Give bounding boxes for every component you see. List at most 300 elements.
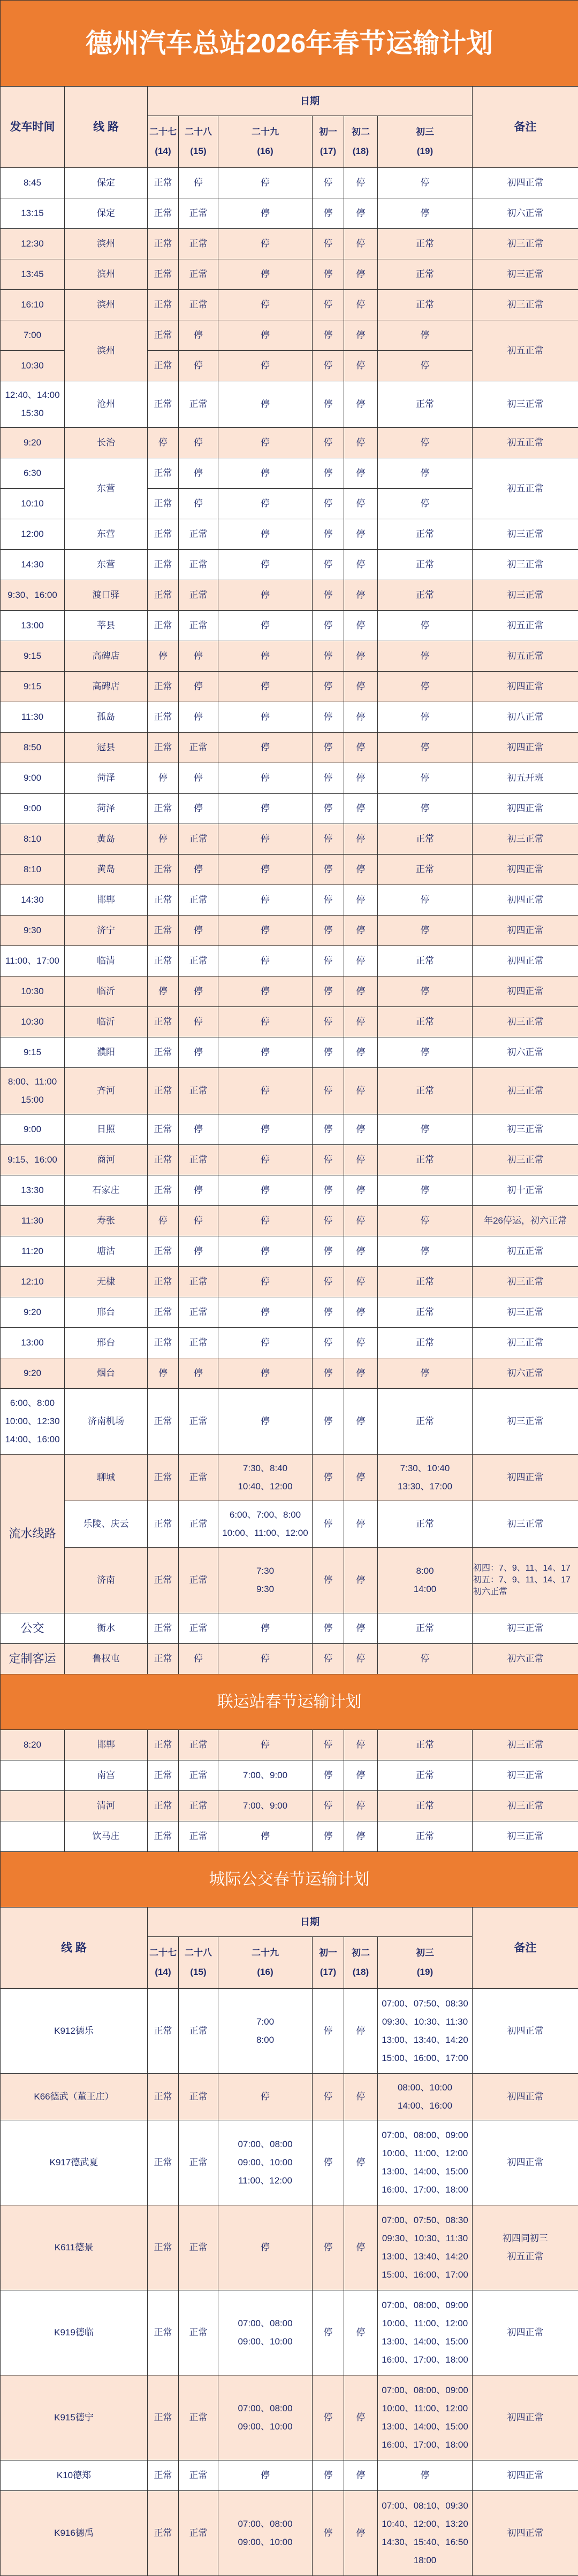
table-row xyxy=(1,794,578,824)
header-time-cell xyxy=(1,87,65,168)
day-cell xyxy=(378,1007,473,1037)
day-text: 停 xyxy=(345,1206,377,1236)
time-cell xyxy=(1,824,65,855)
day-text: 正常 xyxy=(148,1007,178,1037)
note-text: 初四：7、9、11、14、17 初五：7、9、11、14、17 初六正常 xyxy=(473,1548,577,1613)
time-cell xyxy=(1,1328,65,1358)
day-cell xyxy=(378,1358,473,1389)
day-text: 08:00、10:00 14:00、16:00 xyxy=(378,2074,471,2120)
day-cell xyxy=(148,885,179,916)
time-text: 9:30、16:00 xyxy=(1,580,64,610)
day-text: 停 xyxy=(219,1037,311,1067)
day-cell xyxy=(218,763,313,794)
time-text: 16:10 xyxy=(1,290,64,320)
day-cell xyxy=(148,1821,179,1852)
time-text: 定制客运 xyxy=(1,1644,64,1674)
time-text: 10:10 xyxy=(1,489,64,519)
route-text: 东营 xyxy=(65,550,147,580)
route-text: 临沂 xyxy=(65,1007,147,1037)
header-day-cell xyxy=(378,116,473,168)
time-cell xyxy=(1,229,65,259)
day-text: 停 xyxy=(219,519,311,549)
day-text: 停 xyxy=(219,916,311,945)
day-cell xyxy=(179,702,218,733)
day-cell xyxy=(218,1236,313,1267)
day-text: 正常 xyxy=(179,2074,217,2120)
table-row xyxy=(1,824,578,855)
day-cell xyxy=(344,1007,378,1037)
note-cell xyxy=(473,885,578,916)
day-text: 停 xyxy=(345,428,377,458)
day-text: 停 xyxy=(179,1037,217,1067)
day-text: 正常 xyxy=(148,259,178,289)
day-text: 停 xyxy=(345,794,377,824)
time-cell xyxy=(1,168,65,198)
day-cell xyxy=(179,1548,218,1613)
day-cell xyxy=(179,2074,218,2120)
day-text: 正常 xyxy=(378,1760,471,1790)
day-cell xyxy=(378,824,473,855)
day-text: 正常 xyxy=(179,1821,217,1851)
day-cell xyxy=(148,1114,179,1145)
day-text: 停 xyxy=(378,611,471,641)
day-cell xyxy=(179,641,218,672)
day-text: 正常 xyxy=(179,1145,217,1175)
day-cell xyxy=(344,580,378,611)
note-cell xyxy=(473,550,578,580)
route-text: 清河 xyxy=(65,1791,147,1821)
time-cell xyxy=(1,1791,65,1821)
day-cell xyxy=(179,198,218,229)
header-day: 初一 (17) xyxy=(313,116,343,167)
day-cell xyxy=(218,885,313,916)
day-text: 停 xyxy=(345,489,377,519)
note-text: 初五正常 xyxy=(473,611,577,641)
day-text: 停 xyxy=(219,1114,311,1144)
route-cell xyxy=(65,702,148,733)
day-text: 停 xyxy=(345,1068,377,1114)
note-cell xyxy=(473,763,578,794)
day-cell xyxy=(218,2074,313,2120)
day-text: 停 xyxy=(313,1548,343,1613)
day-text: 正常 xyxy=(378,229,471,259)
note-cell xyxy=(473,2120,578,2205)
table-row xyxy=(1,290,578,320)
day-cell xyxy=(344,290,378,320)
day-cell xyxy=(148,2491,179,2576)
route-text: 寿张 xyxy=(65,1206,147,1236)
header-day: 二十七 (14) xyxy=(148,1937,178,1988)
route-cell xyxy=(1,1989,148,2074)
day-cell xyxy=(218,1297,313,1328)
route-cell xyxy=(65,763,148,794)
day-cell xyxy=(218,489,313,519)
route-text: 滨州 xyxy=(65,229,147,259)
time-cell xyxy=(1,1145,65,1175)
header-time: 发车时间 xyxy=(1,102,64,153)
day-text: 正常 xyxy=(378,550,471,580)
route-cell xyxy=(65,229,148,259)
day-text: 正常 xyxy=(179,611,217,641)
route-text: 南宫 xyxy=(65,1760,147,1790)
day-cell xyxy=(313,198,344,229)
day-text: 停 xyxy=(313,1730,343,1760)
day-text: 正常 xyxy=(148,381,178,427)
time-text: 10:30 xyxy=(1,1007,64,1037)
day-text: 停 xyxy=(219,2074,311,2120)
route-cell xyxy=(65,198,148,229)
day-cell xyxy=(378,458,473,489)
day-text: 正常 xyxy=(179,519,217,549)
day-text: 停 xyxy=(179,489,217,519)
day-cell xyxy=(378,763,473,794)
day-cell xyxy=(179,855,218,885)
day-text: 停 xyxy=(313,1236,343,1266)
route-text: 黄岛 xyxy=(65,824,147,854)
day-text: 停 xyxy=(378,702,471,732)
day-cell xyxy=(313,1175,344,1206)
route-cell xyxy=(65,1297,148,1328)
table-row xyxy=(1,1501,578,1548)
time-text: 9:20 xyxy=(1,1297,64,1327)
table-row xyxy=(1,1114,578,1145)
day-cell xyxy=(344,1206,378,1236)
day-cell xyxy=(148,489,179,519)
day-cell xyxy=(218,1548,313,1613)
day-text: 停 xyxy=(378,733,471,763)
time-cell xyxy=(1,733,65,763)
day-text: 正常 xyxy=(148,290,178,320)
day-text: 停 xyxy=(378,976,471,1006)
note-text: 初五开班 xyxy=(473,763,577,793)
day-text: 停 xyxy=(179,1114,217,1144)
day-cell xyxy=(313,580,344,611)
note-text: 初八正常 xyxy=(473,702,577,732)
day-cell xyxy=(378,855,473,885)
day-cell xyxy=(179,320,218,351)
day-text: 停 xyxy=(378,794,471,824)
day-text: 正常 xyxy=(179,1455,217,1501)
day-cell xyxy=(218,1389,313,1455)
day-cell xyxy=(313,976,344,1007)
day-cell xyxy=(179,1297,218,1328)
time-text: 13:15 xyxy=(1,198,64,228)
route-cell xyxy=(1,2375,148,2460)
time-text: 9:00 xyxy=(1,794,64,824)
day-text: 7:00 8:00 xyxy=(219,1989,311,2073)
note-text: 初四正常 xyxy=(473,946,577,976)
day-text: 停 xyxy=(179,916,217,945)
day-cell xyxy=(148,1613,179,1644)
day-cell xyxy=(179,550,218,580)
day-cell xyxy=(344,428,378,458)
table-row xyxy=(1,946,578,976)
table-row xyxy=(1,2460,578,2491)
route-cell xyxy=(1,2074,148,2120)
day-text: 停 xyxy=(313,1989,343,2073)
route-cell xyxy=(65,1791,148,1821)
joint-section-title: 联运站春节运输计划 xyxy=(1,1674,577,1729)
note-cell xyxy=(473,458,578,519)
route-text: 临沂 xyxy=(65,976,147,1006)
day-cell xyxy=(148,2205,179,2290)
day-text: 07:00、07:50、08:30 09:30、10:30、11:30 13:00、13:40、14:20 15:00、16:00、17:00 xyxy=(378,2205,471,2290)
table-row xyxy=(1,2120,578,2205)
day-cell xyxy=(148,2375,179,2460)
time-text: 公交 xyxy=(1,1613,64,1643)
day-text: 停 xyxy=(378,641,471,671)
header-day-cell xyxy=(313,116,344,168)
day-text: 停 xyxy=(378,1175,471,1205)
table-row xyxy=(1,168,578,198)
time-cell xyxy=(1,290,65,320)
day-text: 正常 xyxy=(148,916,178,945)
note-text: 初六正常 xyxy=(473,1037,577,1067)
day-text: 停 xyxy=(313,320,343,350)
day-cell xyxy=(218,381,313,428)
time-text: 6:30 xyxy=(1,458,64,488)
time-text xyxy=(1,1791,64,1821)
day-cell xyxy=(179,1236,218,1267)
day-text: 正常 xyxy=(378,1501,471,1547)
note-text: 初四正常 xyxy=(473,794,577,824)
day-text: 正常 xyxy=(148,489,178,519)
route-cell xyxy=(65,381,148,428)
day-text: 停 xyxy=(219,855,311,885)
route-text: 保定 xyxy=(65,198,147,228)
day-cell xyxy=(179,2120,218,2205)
day-text: 正常 xyxy=(148,1328,178,1358)
day-cell xyxy=(313,824,344,855)
day-text: 07:00、08:00、09:00 10:00、11:00、12:00 13:00、14:00、15:00 16:00、17:00、18:00 xyxy=(378,2290,471,2375)
day-text: 正常 xyxy=(148,946,178,976)
day-text: 正常 xyxy=(148,2120,178,2205)
day-text: 停 xyxy=(179,1007,217,1037)
day-cell xyxy=(344,824,378,855)
day-cell xyxy=(313,381,344,428)
day-text: 停 xyxy=(219,1007,311,1037)
time-cell xyxy=(1,381,65,428)
header-day: 初二 (18) xyxy=(345,116,377,167)
day-cell xyxy=(313,1007,344,1037)
day-cell xyxy=(148,2460,179,2491)
note-cell xyxy=(473,1989,578,2074)
day-cell xyxy=(148,229,179,259)
day-cell xyxy=(218,428,313,458)
day-cell xyxy=(148,1328,179,1358)
day-text: 停 xyxy=(148,976,178,1006)
note-text: 初四正常 xyxy=(473,916,577,945)
day-text: 停 xyxy=(219,794,311,824)
day-cell xyxy=(179,2290,218,2375)
header-date: 日期 xyxy=(148,87,471,116)
day-text: 停 xyxy=(345,1297,377,1327)
day-cell xyxy=(378,1760,473,1791)
table-row xyxy=(1,1989,578,2074)
time-cell xyxy=(1,1730,65,1760)
header-day-cell xyxy=(344,1937,378,1989)
intercity-section-title: 城际公交春节运输计划 xyxy=(1,1852,577,1907)
day-text: 正常 xyxy=(378,519,471,549)
time-text: 12:00 xyxy=(1,519,64,549)
day-text: 正常 xyxy=(148,672,178,702)
table-row xyxy=(1,1267,578,1297)
note-text: 初三正常 xyxy=(473,1760,577,1790)
day-text: 停 xyxy=(345,916,377,945)
route-cell xyxy=(65,519,148,550)
note-cell xyxy=(473,1501,578,1548)
day-cell xyxy=(344,702,378,733)
day-cell xyxy=(378,168,473,198)
day-text: 正常 xyxy=(148,580,178,610)
day-cell xyxy=(179,916,218,946)
day-text: 停 xyxy=(378,489,471,519)
day-cell xyxy=(378,1644,473,1674)
day-text: 停 xyxy=(313,702,343,732)
day-cell xyxy=(313,1455,344,1501)
day-text: 停 xyxy=(148,1358,178,1388)
time-text: 13:00 xyxy=(1,611,64,641)
route-cell xyxy=(65,824,148,855)
table-row xyxy=(1,1455,578,1501)
route-cell xyxy=(65,428,148,458)
day-cell xyxy=(378,1455,473,1501)
route-text: K912德乐 xyxy=(1,1989,147,2073)
day-cell xyxy=(344,2375,378,2460)
day-cell xyxy=(179,1389,218,1455)
day-cell xyxy=(218,2491,313,2576)
day-text: 停 xyxy=(378,1206,471,1236)
day-cell xyxy=(179,885,218,916)
day-cell xyxy=(218,1037,313,1068)
time-text: 9:30 xyxy=(1,916,64,945)
header-route: 线 路 xyxy=(65,102,147,153)
day-cell xyxy=(378,381,473,428)
note-cell xyxy=(473,580,578,611)
day-text: 停 xyxy=(219,1145,311,1175)
day-text: 正常 xyxy=(378,946,471,976)
day-text: 正常 xyxy=(179,1068,217,1114)
day-cell xyxy=(148,763,179,794)
day-text: 停 xyxy=(219,550,311,580)
day-text: 停 xyxy=(219,611,311,641)
day-text: 停 xyxy=(345,641,377,671)
day-text: 停 xyxy=(179,641,217,671)
note-cell xyxy=(473,1791,578,1821)
day-text: 正常 xyxy=(148,1389,178,1454)
route-text: 邢台 xyxy=(65,1328,147,1358)
time-cell xyxy=(1,1760,65,1791)
day-cell xyxy=(179,1358,218,1389)
day-cell xyxy=(344,458,378,489)
day-text: 停 xyxy=(345,1175,377,1205)
note-cell xyxy=(473,2205,578,2290)
note-text: 初三正常 xyxy=(473,290,577,320)
day-text: 停 xyxy=(219,381,311,427)
note-cell xyxy=(473,916,578,946)
day-text: 停 xyxy=(219,641,311,671)
table-row xyxy=(1,1206,578,1236)
route-text: 黄岛 xyxy=(65,855,147,885)
day-text: 正常 xyxy=(179,550,217,580)
day-text: 正常 xyxy=(148,1613,178,1643)
note-cell xyxy=(473,1328,578,1358)
time-text: 13:00 xyxy=(1,1328,64,1358)
route-text: 日照 xyxy=(65,1114,147,1144)
day-cell xyxy=(344,1548,378,1613)
day-text: 停 xyxy=(345,763,377,793)
day-text: 停 xyxy=(313,2460,343,2490)
day-cell xyxy=(148,672,179,702)
day-cell xyxy=(148,916,179,946)
route-cell xyxy=(65,580,148,611)
table-row xyxy=(1,2074,578,2120)
day-text: 停 xyxy=(345,885,377,915)
day-cell xyxy=(378,229,473,259)
route-text: 冠县 xyxy=(65,733,147,763)
day-cell xyxy=(218,976,313,1007)
day-cell xyxy=(179,672,218,702)
route-cell xyxy=(65,320,148,381)
day-cell xyxy=(218,2120,313,2205)
day-cell xyxy=(218,229,313,259)
day-text: 正常 xyxy=(148,229,178,259)
day-cell xyxy=(313,763,344,794)
note-text: 初四正常 xyxy=(473,2120,577,2205)
route-text: 菏泽 xyxy=(65,794,147,824)
header-day-cell xyxy=(148,116,179,168)
time-cell xyxy=(1,976,65,1007)
day-text: 停 xyxy=(219,1644,311,1674)
note-text: 初六正常 xyxy=(473,198,577,228)
route-text: 齐河 xyxy=(65,1068,147,1114)
table-row xyxy=(1,428,578,458)
day-text: 正常 xyxy=(148,1267,178,1297)
day-cell xyxy=(378,641,473,672)
day-text: 停 xyxy=(345,458,377,488)
day-cell xyxy=(378,320,473,351)
day-text: 正常 xyxy=(148,1236,178,1266)
day-text: 停 xyxy=(219,290,311,320)
day-cell xyxy=(179,1037,218,1068)
day-text: 停 xyxy=(148,824,178,854)
day-text: 停 xyxy=(378,458,471,488)
day-cell xyxy=(179,290,218,320)
day-text: 停 xyxy=(219,702,311,732)
day-cell xyxy=(148,320,179,351)
day-cell xyxy=(179,733,218,763)
day-cell xyxy=(313,1791,344,1821)
day-text: 停 xyxy=(219,946,311,976)
day-text: 停 xyxy=(219,198,311,228)
day-text: 停 xyxy=(313,946,343,976)
day-text: 停 xyxy=(313,1297,343,1327)
day-cell xyxy=(313,1236,344,1267)
header-day: 二十八 (15) xyxy=(179,116,217,167)
day-text: 6:00、7:00、8:00 10:00、11:00、12:00 xyxy=(219,1501,311,1547)
note-cell xyxy=(473,1037,578,1068)
day-text: 正常 xyxy=(148,1175,178,1205)
route-cell xyxy=(65,1760,148,1791)
day-text: 7:30、8:40 10:40、12:00 xyxy=(219,1455,311,1501)
note-cell xyxy=(473,1548,578,1613)
day-cell xyxy=(344,198,378,229)
route-text: 沧州 xyxy=(65,381,147,427)
day-text: 停 xyxy=(345,1730,377,1760)
day-text: 正常 xyxy=(148,794,178,824)
day-cell xyxy=(313,519,344,550)
note-cell xyxy=(473,1068,578,1114)
